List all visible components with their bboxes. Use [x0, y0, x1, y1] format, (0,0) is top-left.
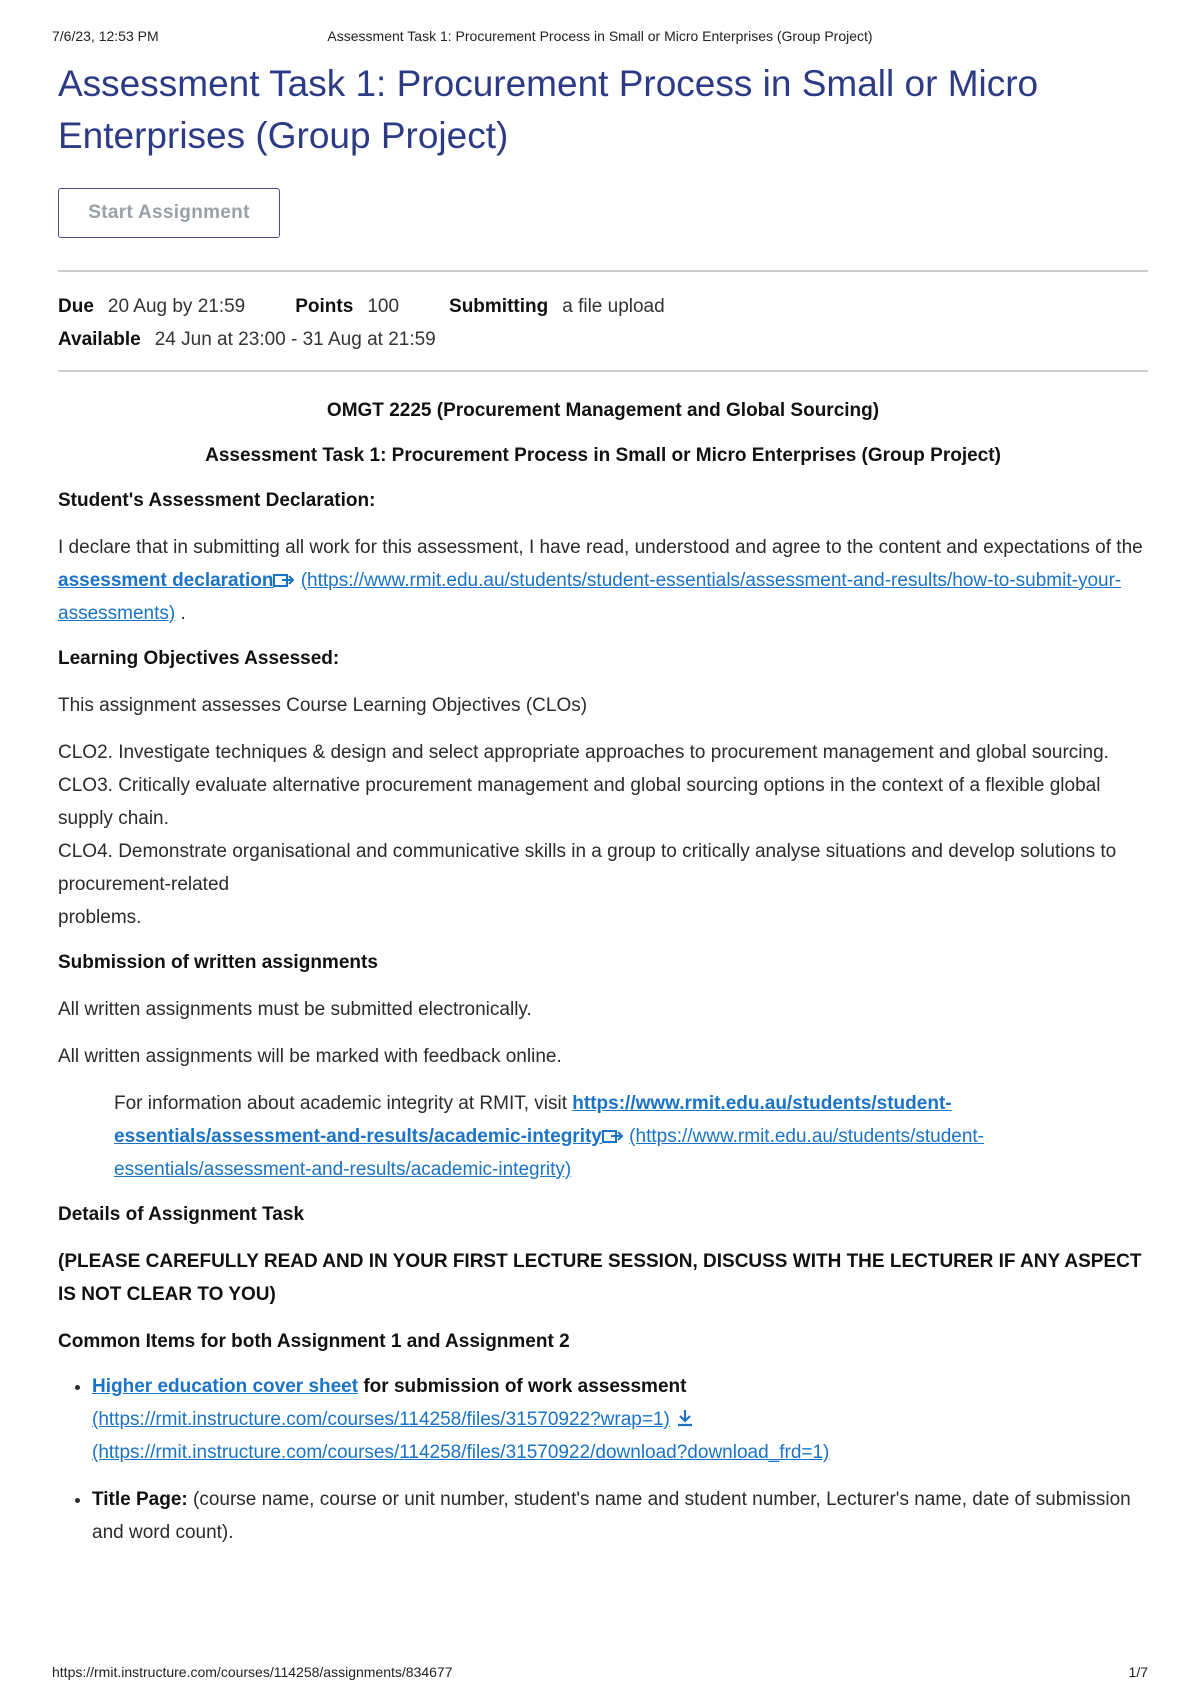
points-label: Points	[295, 296, 354, 317]
available-label: Available	[58, 329, 141, 350]
academic-integrity-url[interactable]: (https://www.rmit.edu.au/students/student-essentials/assessment-and-results/academic-integrity)	[114, 1126, 985, 1180]
integrity-text: For information about academic integrity at RMIT, visit	[114, 1093, 568, 1114]
clo2-text: CLO2. Investigate techniques & design and select appropriate approaches to procurement management and global sourcing.	[58, 742, 1109, 763]
list-item	[92, 1483, 1148, 1549]
print-datetime: 7/6/23, 12:53 PM	[52, 28, 159, 44]
details-heading: Details of Assignment Task	[58, 1204, 305, 1225]
assignment-description	[58, 394, 1148, 1549]
submission-paragraph-2: All written assignments will be marked with feedback online.	[58, 1046, 562, 1067]
list-item	[92, 1370, 1148, 1469]
integrity-paragraph	[58, 1087, 1148, 1186]
title-page-label: Title Page:	[92, 1489, 188, 1510]
print-url: https://rmit.instructure.com/courses/114258/assignments/834677	[52, 1664, 453, 1680]
start-assignment-button[interactable]: Start Assignment	[58, 188, 280, 238]
divider	[58, 370, 1148, 372]
print-title: Assessment Task 1: Procurement Process in Small or Micro Enterprises (Group Project)	[327, 28, 873, 44]
points-value: 100	[367, 296, 400, 317]
task-heading: Assessment Task 1: Procurement Process in Small or Micro Enterprises (Group Project)	[205, 445, 1001, 466]
submission-paragraph-1: All written assignments must be submitted electronically.	[58, 999, 532, 1020]
print-header	[52, 28, 1148, 48]
download-icon[interactable]	[675, 1406, 695, 1426]
meta-row-2	[58, 323, 1148, 356]
title-page-text: (course name, course or unit number, student's name and student number, Lecturer's name, date of submission and word count).	[92, 1489, 1131, 1543]
print-page-number: 1/7	[1128, 1664, 1148, 1680]
print-footer	[52, 1664, 1148, 1684]
submission-heading: Submission of written assignments	[58, 952, 378, 973]
external-link-icon	[273, 566, 295, 582]
course-heading: OMGT 2225 (Procurement Management and Global Sourcing)	[326, 400, 880, 421]
external-link-icon	[602, 1122, 624, 1138]
cover-sheet-link[interactable]: Higher education cover sheet	[92, 1376, 359, 1397]
declaration-text: I declare that in submitting all work for this assessment, I have read, understood and agree to the content and expectations of the	[58, 537, 1143, 558]
common-items-list	[58, 1370, 1148, 1549]
declaration-heading: Student's Assessment Declaration:	[58, 490, 376, 511]
objectives-intro: This assignment assesses Course Learning Objectives (CLOs)	[58, 695, 588, 716]
clo4-continuation: problems.	[58, 907, 142, 928]
meta-row-1	[58, 290, 1148, 323]
objectives-heading: Learning Objectives Assessed:	[58, 648, 340, 669]
submitting-label: Submitting	[449, 296, 549, 317]
declaration-paragraph	[58, 531, 1148, 630]
due-value: 20 Aug by 21:59	[107, 296, 246, 317]
cover-sheet-url[interactable]: (https://rmit.instructure.com/courses/114258/files/31570922?wrap=1)	[92, 1409, 670, 1430]
due-label: Due	[58, 296, 94, 317]
assessment-declaration-url[interactable]: (https://www.rmit.edu.au/students/student-essentials/assessment-and-results/how-to-submit-your-assessments)	[58, 570, 1122, 624]
assignment-details	[58, 272, 1148, 356]
submitting-value: a file upload	[562, 296, 665, 317]
academic-integrity-link[interactable]: https://www.rmit.edu.au/students/student-essentials/assessment-and-results/academic-integrity	[114, 1093, 952, 1147]
details-notice: (PLEASE CAREFULLY READ AND IN YOUR FIRST LECTURE SESSION, DISCUSS WITH THE LECTURER IF ANY ASPECT IS NOT CLEAR TO YOU)	[58, 1251, 1142, 1305]
common-items-heading: Common Items for both Assignment 1 and Assignment 2	[58, 1331, 570, 1352]
clo3-text: CLO3. Critically evaluate alternative procurement management and global sourcing options in the context of a flexible global supply chain.	[58, 775, 1101, 829]
clo4-text: CLO4. Demonstrate organisational and communicative skills in a group to critically analyse situations and develop solutions to procurement-related	[58, 841, 1117, 895]
assessment-declaration-link[interactable]: assessment declaration	[58, 570, 274, 591]
assignment-content	[58, 58, 1148, 1563]
available-value: 24 Jun at 23:00 - 31 Aug at 21:59	[154, 329, 436, 350]
cover-sheet-download-url[interactable]: (https://rmit.instructure.com/courses/114258/files/31570922/download?download_frd=1)	[92, 1442, 830, 1463]
cover-sheet-text: for submission of work assessment	[363, 1376, 687, 1397]
page-title: Assessment Task 1: Procurement Process in Small or Micro Enterprises (Group Project)	[58, 63, 1039, 156]
declaration-end: .	[180, 603, 186, 624]
